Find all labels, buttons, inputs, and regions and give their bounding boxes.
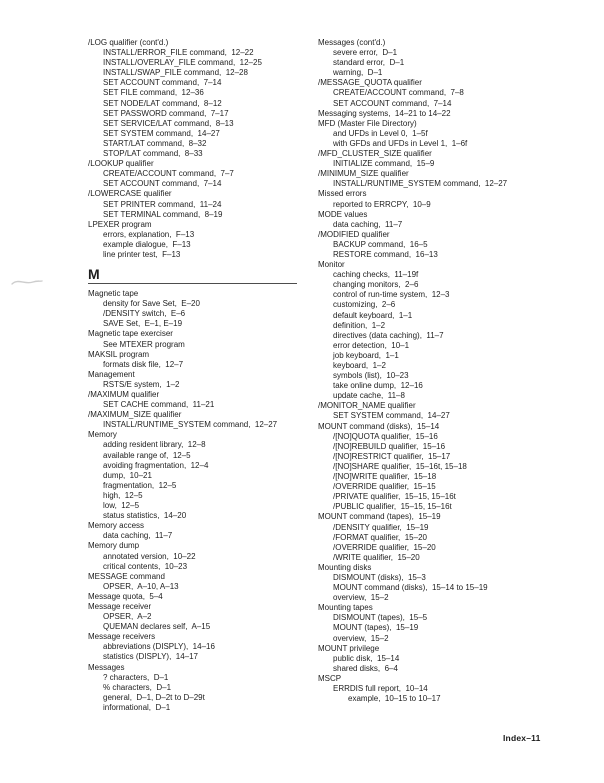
index-entry: MOUNT privilege [318, 643, 380, 653]
index-entry: dump, 10–21 [103, 470, 152, 480]
index-entry: SET SYSTEM command, 14–27 [333, 411, 450, 421]
index-entry: MOUNT command (disks), 15–14 [318, 421, 440, 431]
index-entry: /DENSITY switch, E–6 [103, 309, 186, 319]
index-entry: CREATE/ACCOUNT command, 7–7 [103, 169, 234, 179]
index-entry: statistics (DISPLY), 14–17 [103, 652, 198, 662]
index-entry: QUEMAN declares self, A–15 [103, 622, 211, 632]
index-entry: MOUNT command (tapes), 15–19 [318, 512, 441, 522]
index-entry: MOUNT (tapes), 15–19 [333, 623, 419, 633]
index-entry: status statistics, 14–20 [103, 511, 187, 521]
index-entry: MOUNT command (disks), 15–14 to 15–19 [333, 583, 488, 593]
index-entry: INSTALL/RUNTIME_SYSTEM command, 12–27 [103, 420, 278, 430]
index-entry: customizing, 2–6 [333, 300, 396, 310]
index-entry: MODE values [318, 209, 368, 219]
index-entry: SET NODE/LAT command, 8–12 [103, 98, 222, 108]
index-entry: /OVERRIDE qualifier, 15–20 [333, 542, 436, 552]
index-entry: /LOOKUP qualifier [88, 159, 154, 169]
index-entry: reported to ERRCPY, 10–9 [333, 199, 431, 209]
index-entry: Monitor [318, 260, 345, 270]
index-entry: SAVE Set, E–1, E–19 [103, 319, 183, 329]
index-entry: SET SYSTEM command, 14–27 [103, 128, 220, 138]
index-entry: See MTEXER program [103, 339, 185, 349]
index-entry: Message receivers [88, 632, 156, 642]
index-entry: /[NO]WRITE qualifier, 15–18 [333, 472, 437, 482]
index-entry: /DENSITY qualifier, 15–19 [333, 522, 429, 532]
index-entry: SET ACCOUNT command, 7–14 [103, 78, 222, 88]
index-entry: Messages (cont'd.) [318, 38, 386, 47]
index-entry: SET TERMINAL command, 8–19 [103, 209, 223, 219]
index-entry: general, D–1, D–2t to D–29t [103, 692, 205, 702]
index-entry: MESSAGE command [88, 571, 165, 581]
index-entry: SET ACCOUNT command, 7–14 [333, 98, 452, 108]
index-entry: Message receiver [88, 601, 152, 611]
index-entry: RSTS/E system, 1–2 [103, 379, 180, 389]
index-entry: Mounting tapes [318, 603, 373, 613]
index-entry: adding resident library, 12–8 [103, 440, 206, 450]
index-entry: SET PRINTER command, 11–24 [103, 199, 222, 209]
index-entry: line printer test, F–13 [103, 249, 181, 259]
index-entry: /MESSAGE_QUOTA qualifier [318, 78, 422, 88]
index-entry: overview, 15–2 [333, 633, 389, 643]
index-entry: /MONITOR_NAME qualifier [318, 401, 416, 411]
index-entry: standard error, D–1 [333, 58, 405, 68]
index-entry: % characters, D–1 [103, 682, 172, 692]
index-entry: Memory dump [88, 541, 140, 551]
section-letter-heading: M [88, 267, 297, 284]
index-entry: OPSER, A–10, A–13 [103, 581, 179, 591]
index-entry: /LOG qualifier (cont'd.) [88, 38, 169, 47]
index-entry: formats disk file, 12–7 [103, 359, 184, 369]
index-entry: INSTALL/RUNTIME_SYSTEM command, 12–27 [333, 179, 508, 189]
index-entry: shared disks, 6–4 [333, 663, 398, 673]
index-entry: errors, explanation, F–13 [103, 229, 195, 239]
index-entry: RESTORE command, 16–13 [333, 249, 438, 259]
page-number: Index–11 [503, 733, 541, 743]
index-entry: /MINIMUM_SIZE qualifier [318, 169, 409, 179]
index-entry: Messaging systems, 14–21 to 14–22 [318, 108, 451, 118]
index-entry: avoiding fragmentation, 12–4 [103, 460, 209, 470]
index-entry: MAKSIL program [88, 349, 150, 359]
index-entry: low, 12–5 [103, 501, 140, 511]
index-entry: error detection, 10–1 [333, 340, 410, 350]
index-entry: SET SERVICE/LAT command, 8–13 [103, 118, 234, 128]
index-entry: definition, 1–2 [333, 320, 386, 330]
index-entry: SET CACHE command, 11–21 [103, 400, 215, 410]
index-entry: /PRIVATE qualifier, 15–15, 15–16t [333, 492, 456, 502]
index-column-left [88, 38, 326, 713]
index-entry: directives (data caching), 11–7 [333, 330, 444, 340]
index-entry: symbols (list), 10–23 [333, 371, 409, 381]
index-entry: control of run-time system, 12–3 [333, 290, 450, 300]
index-entry: Messages [88, 662, 125, 672]
index-entry: example dialogue, F–13 [103, 239, 191, 249]
index-entry: /MAXIMUM qualifier [88, 390, 160, 399]
index-entry: fragmentation, 12–5 [103, 480, 177, 490]
index-entry: ? characters, D–1 [103, 672, 169, 682]
index-entry: Magnetic tape [88, 289, 139, 299]
index-entry: MSCP [318, 673, 342, 683]
index-entry: density for Save Set, E–20 [103, 299, 200, 309]
index-entry: SET ACCOUNT command, 7–14 [103, 179, 222, 189]
index-entry: Memory [88, 430, 117, 440]
index-entry: MFD (Master File Directory) [318, 118, 417, 128]
index-entry: STOP/LAT command, 8–33 [103, 149, 203, 159]
index-entry: Management [88, 369, 135, 379]
index-entry: Message quota, 5–4 [88, 591, 163, 601]
index-entry: INSTALL/OVERLAY_FILE command, 12–25 [103, 58, 262, 68]
index-entry: /OVERRIDE qualifier, 15–15 [333, 482, 436, 492]
index-entry: changing monitors, 2–6 [333, 280, 419, 290]
margin-pen-mark [11, 275, 43, 289]
index-entry: BACKUP command, 16–5 [333, 239, 428, 249]
index-entry: OPSER, A–2 [103, 612, 152, 622]
index-entry: INSTALL/ERROR_FILE command, 12–22 [103, 48, 254, 58]
index-entry: default keyboard, 1–1 [333, 310, 413, 320]
index-entry: /PUBLIC qualifier, 15–15, 15–16t [333, 502, 452, 512]
index-entry: caching checks, 11–19f [333, 270, 419, 280]
index-entry: take online dump, 12–16 [333, 381, 423, 391]
index-entry: ERRDIS full report, 10–14 [333, 684, 428, 693]
index-entry: SET PASSWORD command, 7–17 [103, 108, 229, 118]
index-entry: /MFD_CLUSTER_SIZE qualifier [318, 149, 432, 159]
index-entry: DISMOUNT (tapes), 15–5 [333, 613, 428, 623]
index-entry: high, 12–5 [103, 490, 143, 500]
index-entry: Mounting disks [318, 562, 372, 572]
index-entry: INITIALIZE command, 15–9 [333, 159, 435, 169]
index-entry: job keyboard, 1–1 [333, 350, 399, 360]
index-entry: public disk, 15–14 [333, 653, 400, 663]
index-entry: critical contents, 10–23 [103, 561, 188, 571]
index-entry: /MODIFIED qualifier [318, 229, 390, 239]
index-entry: /[NO]QUOTA qualifier, 15–16 [333, 431, 438, 441]
index-entry: warning, D–1 [333, 68, 383, 78]
index-entry: overview, 15–2 [333, 593, 389, 603]
index-entry: /LOWERCASE qualifier [88, 189, 172, 199]
index-entry: Magnetic tape exerciser [88, 329, 173, 339]
index-entry: data caching, 11–7 [103, 531, 173, 541]
index-entry: data caching, 11–7 [333, 219, 403, 229]
index-entry: annotated version, 10–22 [103, 551, 196, 561]
index-entry: keyboard, 1–2 [333, 361, 386, 370]
index-entry: example, 10–15 to 10–17 [348, 694, 441, 704]
index-entry: available range of, 12–5 [103, 450, 191, 460]
index-entry: START/LAT command, 8–32 [103, 138, 207, 148]
index-entry: /WRITE qualifier, 15–20 [333, 552, 420, 562]
index-entry: update cache, 11–8 [333, 391, 405, 401]
index-entry: Missed errors [318, 189, 367, 199]
index-entry: LPEXER program [88, 219, 152, 229]
index-entry: CREATE/ACCOUNT command, 7–8 [333, 88, 464, 98]
index-entry: and UFDs in Level 0, 1–5f [333, 128, 428, 138]
index-entry: abbreviations (DISPLY), 14–16 [103, 642, 215, 652]
index-entry: INSTALL/SWAP_FILE command, 12–28 [103, 68, 248, 78]
index-entry: /[NO]SHARE qualifier, 15–16t, 15–18 [333, 461, 467, 471]
index-entry: Memory access [88, 521, 145, 531]
index-entry: informational, D–1 [103, 702, 171, 712]
index-column-right [318, 38, 556, 704]
index-entry: /FORMAT qualifier, 15–20 [333, 532, 427, 542]
index-entry: /[NO]RESTRICT qualifier, 15–17 [333, 451, 451, 461]
index-entry: SET FILE command, 12–36 [103, 88, 204, 98]
index-entry: with GFDs and UFDs in Level 1, 1–6f [333, 138, 468, 148]
index-entry: DISMOUNT (disks), 15–3 [333, 572, 426, 582]
index-entry: /[NO]REBUILD qualifier, 15–16 [333, 441, 446, 451]
index-entry: severe error, D–1 [333, 48, 398, 58]
index-entry: /MAXIMUM_SIZE qualifier [88, 410, 182, 420]
